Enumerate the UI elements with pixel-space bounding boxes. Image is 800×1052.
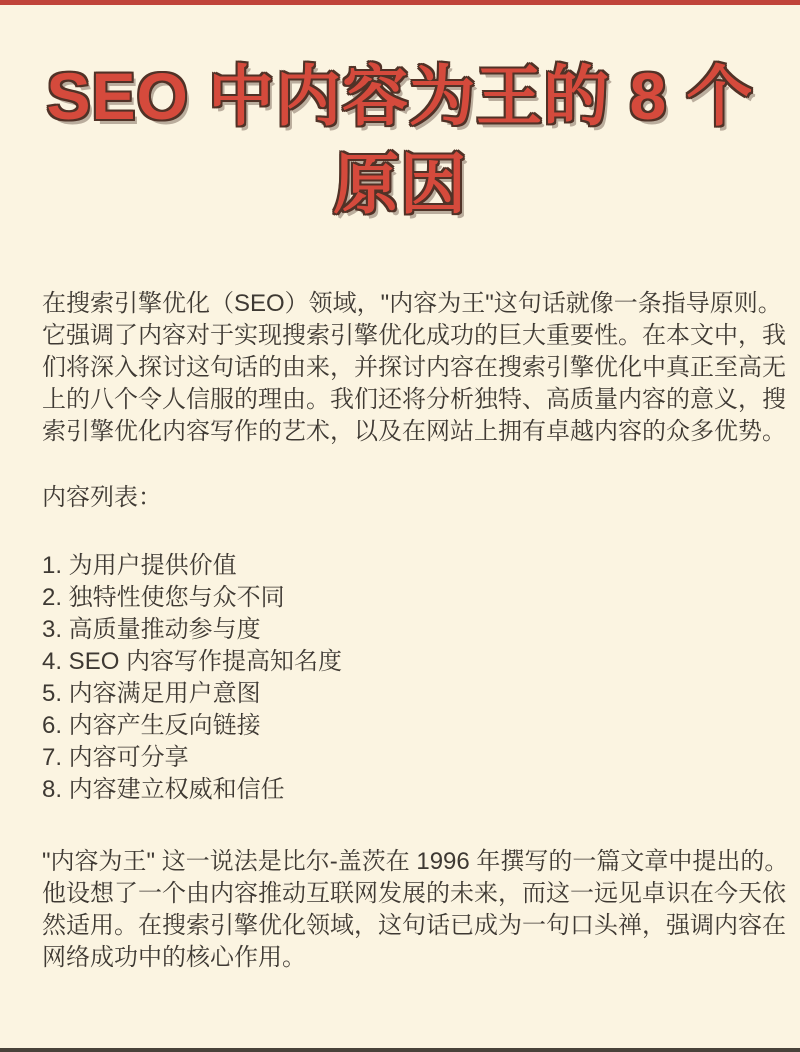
list-heading: 内容列表：	[42, 484, 162, 511]
paragraph-line: 网络成功中的核心作用。	[42, 944, 306, 971]
list-item: 8. 内容建立权威和信任	[42, 776, 285, 803]
intro-paragraph	[42, 288, 786, 448]
paragraph-line: 在搜索引擎优化（SEO）领域，"内容为王"这句话就像一条指导原则。	[42, 290, 782, 317]
title-line-1: SEO 中内容为王的 8 个	[46, 59, 754, 133]
content-list	[42, 550, 758, 806]
paragraph-line: 它强调了内容对于实现搜索引擎优化成功的巨大重要性。在本文中，我	[42, 322, 786, 349]
page-title	[0, 52, 800, 228]
list-item: 1. 为用户提供价值	[42, 552, 237, 579]
list-item: 7. 内容可分享	[42, 744, 189, 771]
paragraph-line: 们将深入探讨这句话的由来，并探讨内容在搜索引擎优化中真正至高无	[42, 354, 786, 381]
bottom-border-line	[0, 1048, 800, 1052]
paragraph-line: 他设想了一个由内容推动互联网发展的未来，而这一远见卓识在今天依	[42, 880, 786, 907]
paragraph-line: 然适用。在搜索引擎优化领域，这句话已成为一句口头禅，强调内容在	[42, 912, 786, 939]
paragraph-line: 索引擎优化内容写作的艺术，以及在网站上拥有卓越内容的众多优势。	[42, 418, 786, 445]
list-item: 2. 独特性使您与众不同	[42, 584, 285, 611]
list-item: 5. 内容满足用户意图	[42, 680, 261, 707]
conclusion-paragraph	[42, 846, 789, 974]
list-item: 6. 内容产生反向链接	[42, 712, 261, 739]
title-line-2: 原因	[333, 147, 467, 221]
paragraph-line: "内容为王" 这一说法是比尔-盖茨在 1996 年撰写的一篇文章中提出的。	[42, 848, 789, 875]
paragraph-line: 上的八个令人信服的理由。我们还将分析独特、高质量内容的意义，搜	[42, 386, 786, 413]
list-item: 3. 高质量推动参与度	[42, 616, 261, 643]
top-border-line	[0, 0, 800, 5]
article-body	[0, 288, 800, 974]
list-item: 4. SEO 内容写作提高知名度	[42, 648, 343, 675]
